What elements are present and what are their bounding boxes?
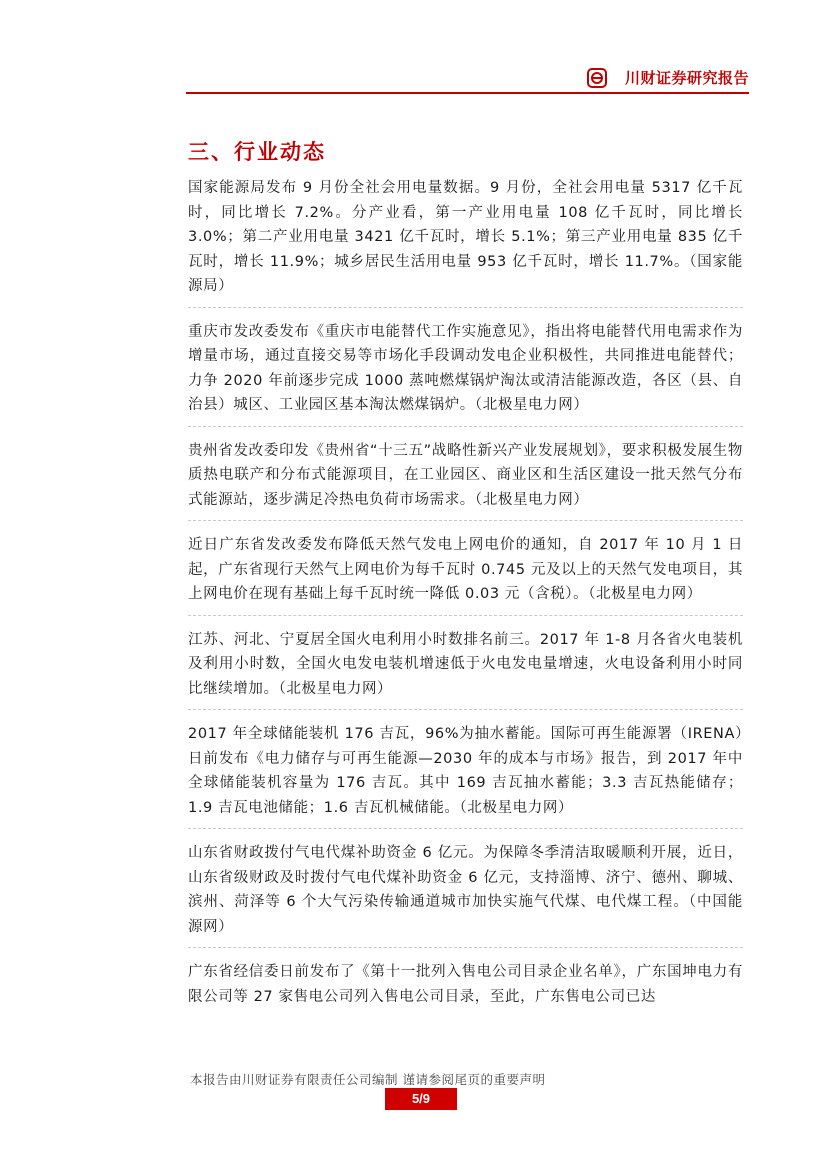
chuancai-logo-icon: [587, 68, 607, 88]
news-paragraph: 山东省财政拨付气电代煤补助资金 6 亿元。为保障冬季清洁取暖顺利开展，近日，山东省级财政及时拨付气电代煤补助资金 6 亿元，支持淄博、济宁、德州、聊城、滨州、菏泽等 6 个大气污染传输通道城市加快实施气代煤、电代煤工程。（中国能源网）: [188, 841, 743, 948]
news-paragraph: 重庆市发改委发布《重庆市电能替代工作实施意见》，指出将电能替代用电需求作为增量市场，通过直接交易等市场化手段调动发电企业积极性，共同推进电能替代；力争 2020 年前逐步完成 1000 蒸吨燃煤锅炉淘汰或清洁能源改造，各区（县、自治县）城区、工业园区基本淘汰燃煤锅炉。（北极星电力网）: [188, 320, 743, 427]
footer-disclaimer: 本报告由川财证券有限责任公司编制 谨请参阅尾页的重要声明: [190, 1072, 546, 1087]
news-paragraph: 近日广东省发改委发布降低天然气发电上网电价的通知，自 2017 年 10 月 1 日起，广东省现行天然气上网电价为每千瓦时 0.745 元及以上的天然气发电项目，其上网电价在现有基础上每千瓦时统一降低 0.03 元（含税）。（北极星电力网）: [188, 533, 743, 616]
news-content: [188, 176, 743, 1022]
section-title: 三、行业动态: [188, 140, 326, 164]
report-header: [186, 64, 749, 92]
header-divider: [186, 92, 749, 94]
brand-name: 川财证券研究报告: [624, 69, 749, 87]
news-paragraph: 2017 年全球储能装机 176 吉瓦，96%为抽水蓄能。国际可再生能源署（IRENA）日前发布《电力储存与可再生能源—2030 年的成本与市场》报告，到 2017 年中全球储能装机容量为 176 吉瓦。其中 169 吉瓦抽水蓄能；3.3 吉瓦热能储存；1.9 吉瓦电池储能；1.6 吉瓦机械储能。（北极星电力网）: [188, 722, 743, 829]
news-paragraph: 国家能源局发布 9 月份全社会用电量数据。9 月份，全社会用电量 5317 亿千瓦时，同比增长 7.2%。分产业看，第一产业用电量 108 亿千瓦时，同比增长 3.0%；第二产业用电量 3421 亿千瓦时，增长 5.1%；第三产业用电量 835 亿千瓦时，增长 11.9%；城乡居民生活用电量 953 亿千瓦时，增长 11.7%。（国家能源局）: [188, 176, 743, 308]
news-paragraph: 贵州省发改委印发《贵州省“十三五”战略性新兴产业发展规划》，要求积极发展生物质热电联产和分布式能源项目，在工业园区、商业区和生活区建设一批天然气分布式能源站，逐步满足冷热电负荷市场需求。（北极星电力网）: [188, 439, 743, 522]
news-paragraph: 广东省经信委日前发布了《第十一批列入售电公司目录企业名单》，广东国坤电力有限公司等 27 家售电公司列入售电公司目录，至此，广东售电公司已达: [188, 964, 743, 1005]
page-number: 5/9: [385, 1088, 457, 1110]
news-paragraph: 江苏、河北、宁夏居全国火电利用小时数排名前三。2017 年 1-8 月各省火电装机及利用小时数，全国火电发电装机增速低于火电发电量增速，火电设备利用小时同比继续增加。（北极星电力网）: [188, 628, 743, 711]
